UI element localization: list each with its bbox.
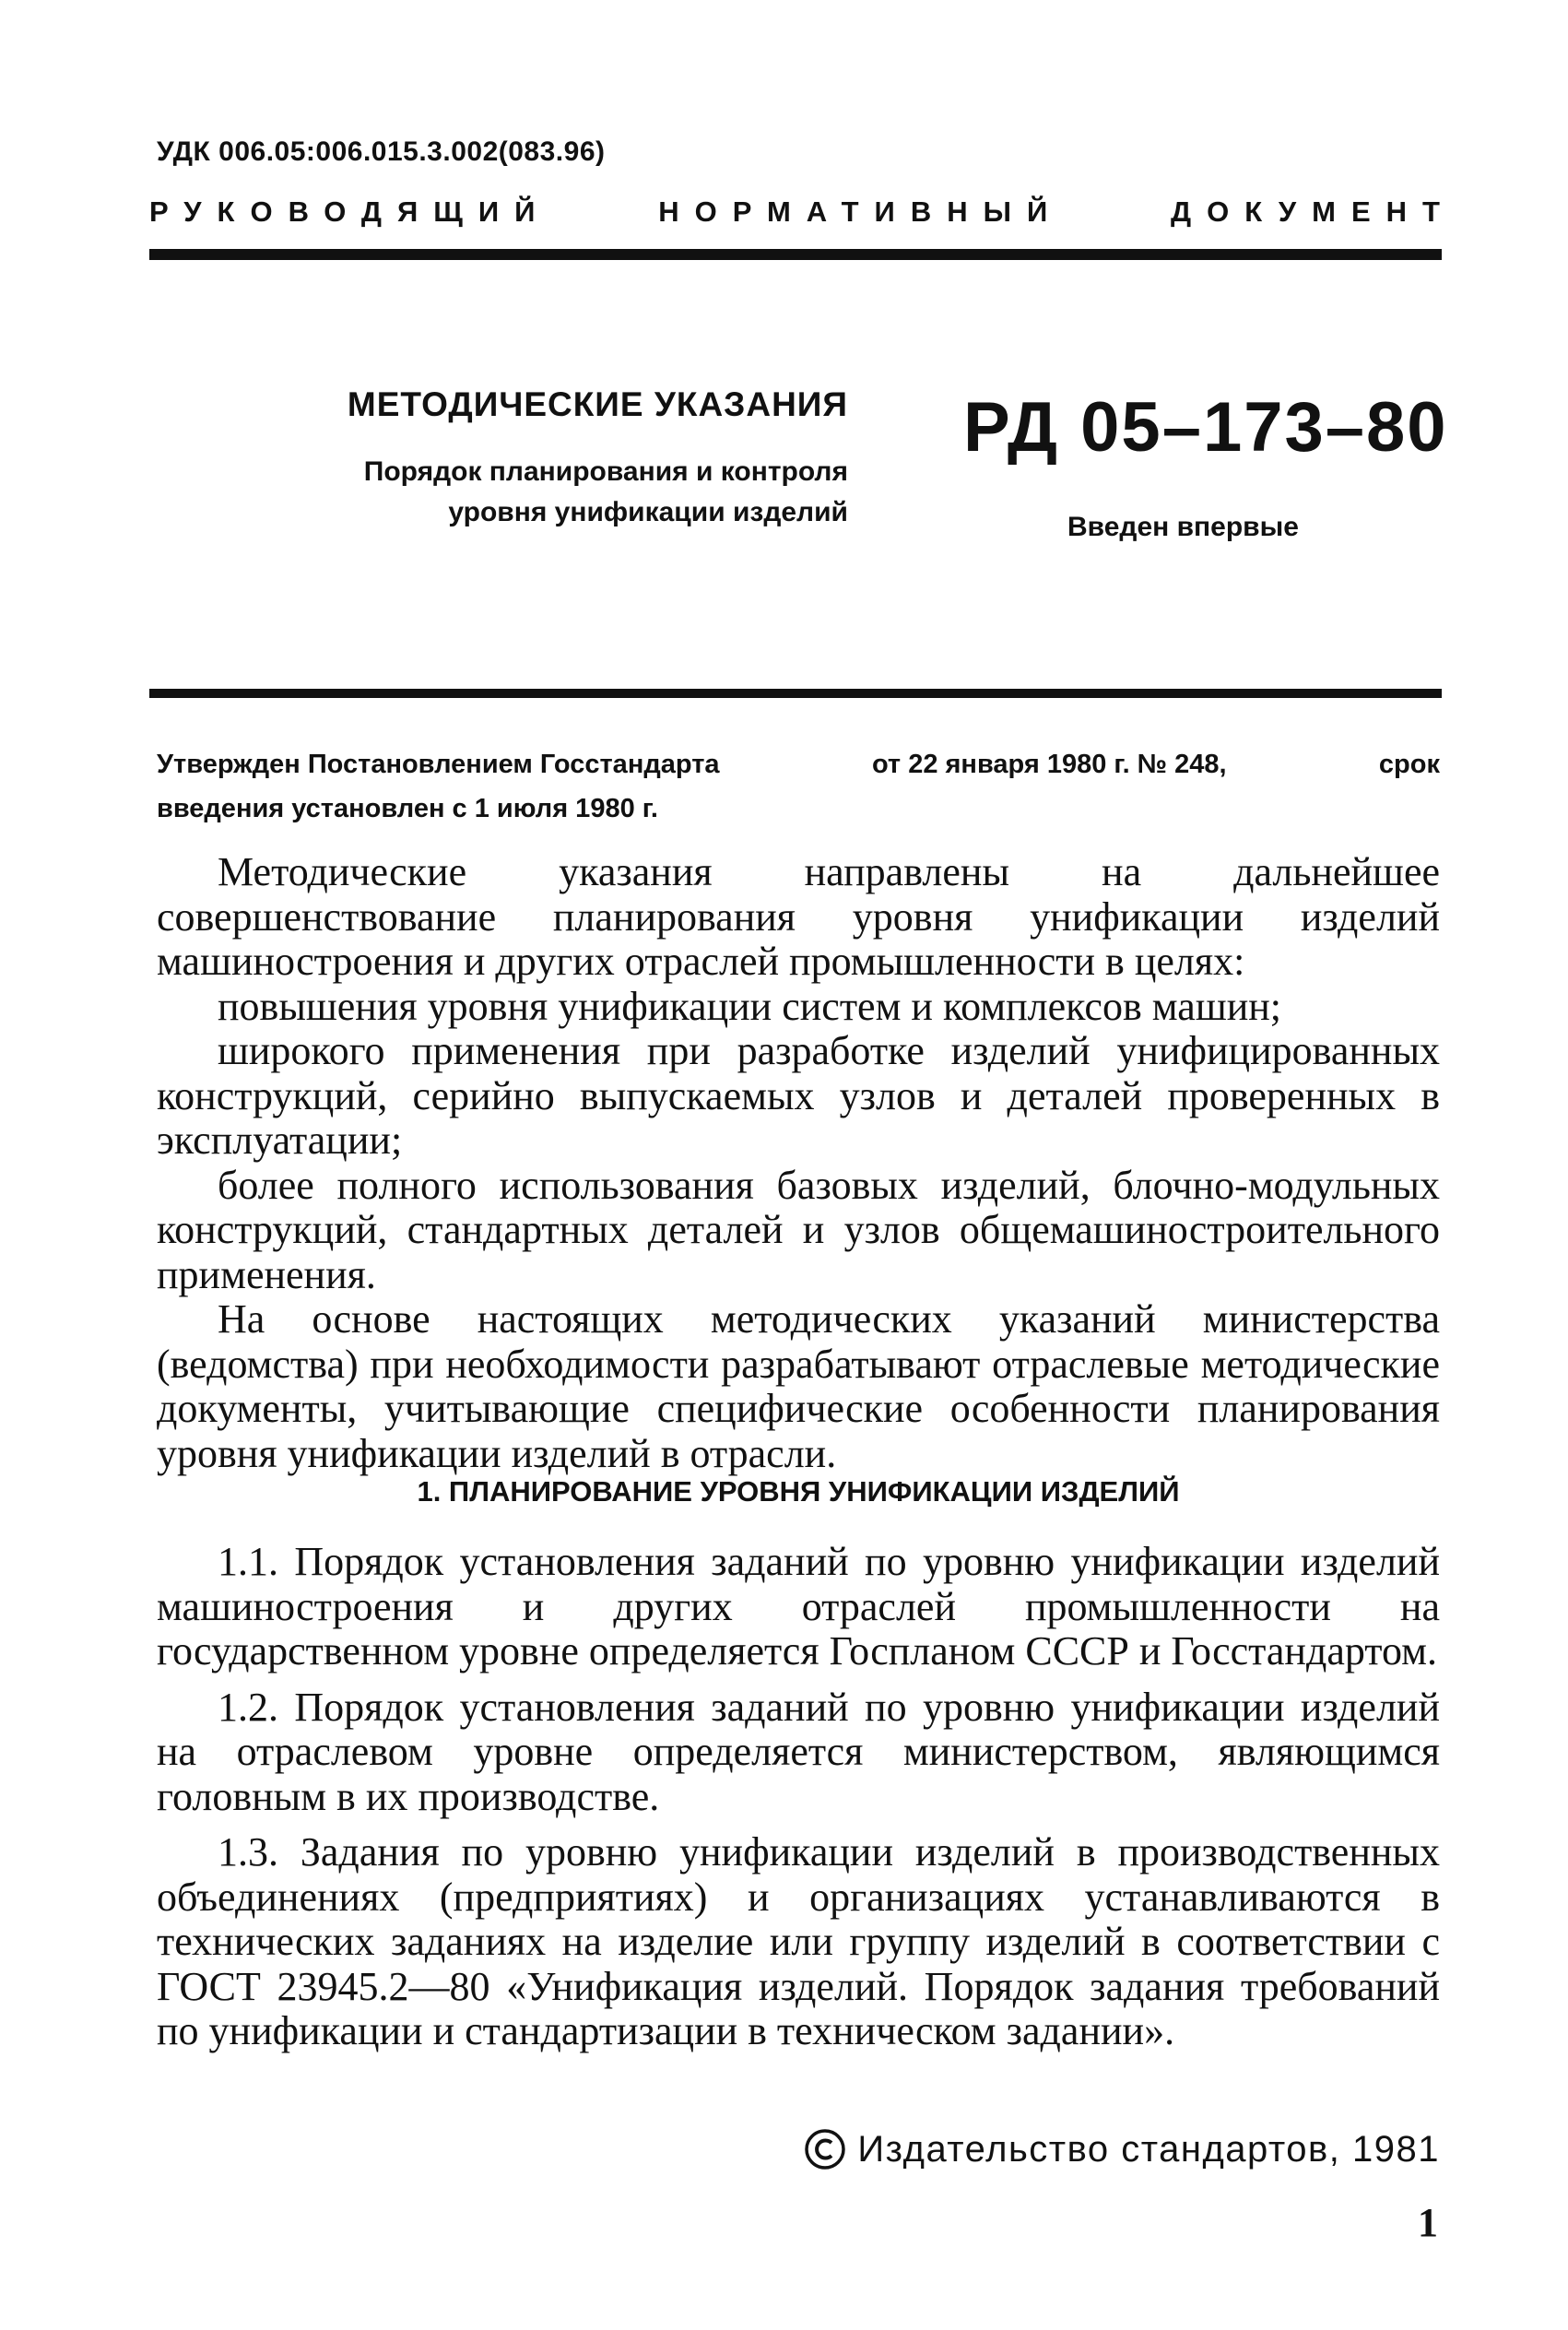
publisher-line (742, 2128, 1440, 2170)
banner-word-1: РУКОВОДЯЩИЙ (149, 195, 551, 228)
banner-word-3: ДОКУМЕНТ (1171, 195, 1456, 228)
banner-word-2: НОРМАТИВНЫЙ (658, 195, 1064, 228)
intro-paragraph: повышения уровня унификации систем и комплексов машин; (218, 983, 1282, 1029)
middle-divider (149, 689, 1442, 698)
intro-paragraph: Методические указания направлены на дальнейшее совершенствование планирования уровня унификации изделий машиностроения и других отраслей промышленности в целях: (157, 849, 1440, 984)
top-divider (149, 249, 1442, 260)
document-code: РД 05–173–80 (963, 388, 1448, 467)
document-banner (149, 195, 1456, 229)
intro-text (157, 850, 1440, 1476)
subtitle-line-1: Порядок планирования и контроля (363, 456, 848, 487)
approval-line-2: введения установлен с 1 июля 1980 г. (157, 794, 658, 823)
section-paragraph: 1.3. Задания по уровню унификации изделий в производственных объединениях (предприятиях) и организациях устанавливаются в технических заданиях на изделие или группу изделий в соответствии с ГОСТ 23945.2—80 «Унификация изделий. Порядок задания требований по унификации и стандартизации в техническом задании». (157, 1829, 1440, 2053)
approval-authority: Утвержден Постановлением Госстандарта (157, 750, 720, 779)
copyright-icon (804, 2128, 846, 2170)
section-paragraph: 1.1. Порядок установления заданий по уровню унификации изделий машиностроения и других отраслей промышленности на государственном уровне определяется Госпланом СССР и Госстандартом. (157, 1539, 1440, 1674)
subtitle-line-2: уровня унификации изделий (448, 497, 848, 527)
approval-date-number: от 22 января 1980 г. № 248, (871, 750, 1227, 779)
intro-paragraph: широкого применения при разработке изделий унифицированных конструкций, серийно выпускаемых узлов и деталей проверенных в эксплуатации; (157, 1028, 1440, 1163)
section-paragraph: 1.2. Порядок установления заданий по уровню унификации изделий на отраслевом уровне определяется министерством, являющимся головным в их производстве. (157, 1684, 1440, 1819)
introduced-note: Введен впервые (1067, 512, 1299, 542)
page-number: 1 (1418, 2200, 1438, 2245)
section-1-heading: 1. ПЛАНИРОВАНИЕ УРОВНЯ УНИФИКАЦИИ ИЗДЕЛИЙ (417, 1475, 1180, 1508)
intro-paragraph: более полного использования базовых изделий, блочно-модульных конструкций, стандартных деталей и узлов общемашиностроительного применения. (157, 1162, 1440, 1297)
document-subtitle (267, 452, 848, 533)
approval-statement (157, 742, 1440, 831)
publisher-name: Издательство стандартов, 1981 (857, 2128, 1440, 2170)
approval-term-word: срок (1378, 750, 1440, 779)
document-type-title: МЕТОДИЧЕСКИЕ УКАЗАНИЯ (347, 385, 848, 423)
intro-paragraph: На основе настоящих методических указаний министерства (ведомства) при необходимости разрабатывают отраслевые методические документы, учитывающие специфические особенности планирования уровня унификации изделий в отрасли. (157, 1296, 1440, 1476)
udk-code: УДК 006.05:006.015.3.002(083.96) (157, 136, 606, 167)
section-1-text (157, 1540, 1440, 2065)
approval-line-1 (157, 742, 1440, 787)
